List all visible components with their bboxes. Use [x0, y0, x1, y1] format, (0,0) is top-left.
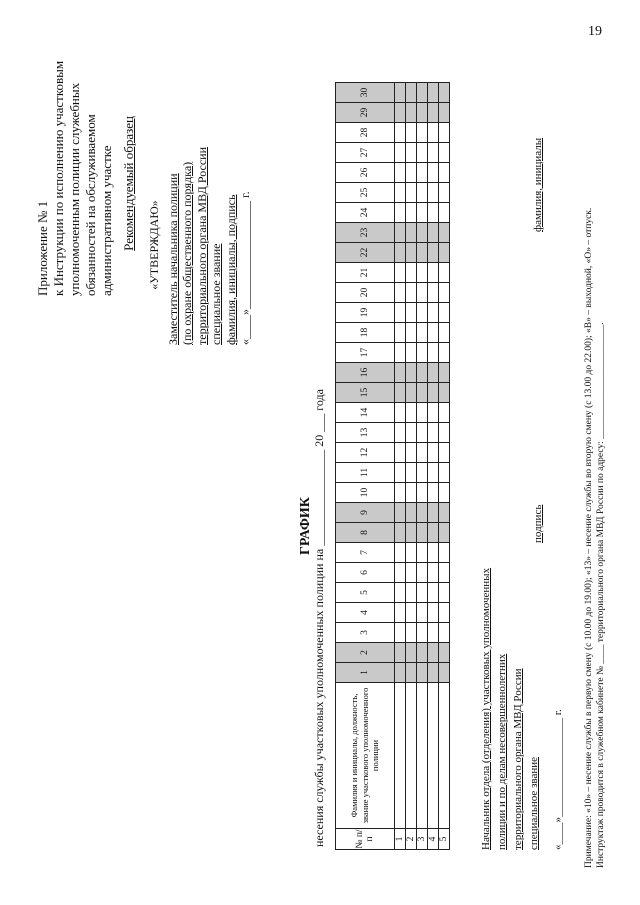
day-cell [395, 503, 406, 523]
day-cell [417, 203, 428, 223]
table-row [428, 83, 439, 850]
recommended-sample-label: Рекомендуемый образец [121, 116, 136, 251]
day-cell [439, 403, 450, 423]
day-cell [395, 463, 406, 483]
row-number: 1 [395, 829, 406, 850]
day-cell [428, 383, 439, 403]
day-cell [395, 263, 406, 283]
day-cell [406, 223, 417, 243]
schedule-table [335, 82, 450, 850]
header-day: 12 [336, 443, 395, 463]
day-cell [406, 403, 417, 423]
day-cell [395, 603, 406, 623]
day-cell [428, 463, 439, 483]
day-cell [428, 643, 439, 663]
day-cell [417, 603, 428, 623]
day-cell [395, 303, 406, 323]
day-cell [428, 363, 439, 383]
day-cell [395, 403, 406, 423]
day-cell [428, 163, 439, 183]
day-cell [395, 623, 406, 643]
day-cell [395, 583, 406, 603]
row-number: 2 [406, 829, 417, 850]
header-day: 27 [336, 143, 395, 163]
day-cell [428, 543, 439, 563]
row-name-cell [428, 683, 439, 829]
day-cell [406, 603, 417, 623]
day-cell [406, 323, 417, 343]
day-cell [395, 663, 406, 683]
day-cell [439, 583, 450, 603]
day-cell [428, 123, 439, 143]
day-cell [428, 403, 439, 423]
day-cell [406, 183, 417, 203]
day-cell [395, 363, 406, 383]
day-cell [395, 643, 406, 663]
day-cell [406, 243, 417, 263]
day-cell [428, 263, 439, 283]
day-cell [428, 223, 439, 243]
day-cell [395, 143, 406, 163]
day-cell [395, 523, 406, 543]
day-cell [439, 523, 450, 543]
day-cell [406, 643, 417, 663]
header-day: 14 [336, 403, 395, 423]
day-cell [417, 383, 428, 403]
header-day: 28 [336, 123, 395, 143]
day-cell [417, 403, 428, 423]
day-cell [395, 123, 406, 143]
day-cell [406, 583, 417, 603]
day-cell [395, 83, 406, 103]
day-cell [406, 283, 417, 303]
day-cell [417, 183, 428, 203]
header-day: 21 [336, 263, 395, 283]
day-cell [406, 103, 417, 123]
header-day: 11 [336, 463, 395, 483]
approve-title: «УТВЕРЖДАЮ» [147, 200, 161, 290]
day-cell [428, 443, 439, 463]
header-day: 3 [336, 623, 395, 643]
footer-line: территориального органа МВД России [512, 668, 524, 850]
day-cell [406, 443, 417, 463]
table-row [406, 83, 417, 850]
appendix-line: Приложение № 1 [35, 200, 50, 296]
day-cell [417, 283, 428, 303]
day-cell [406, 83, 417, 103]
day-cell [406, 163, 417, 183]
day-cell [395, 423, 406, 443]
header-day: 7 [336, 543, 395, 563]
day-cell [406, 463, 417, 483]
day-cell [439, 243, 450, 263]
day-cell [439, 463, 450, 483]
day-cell [395, 483, 406, 503]
day-cell [406, 563, 417, 583]
header-day: 8 [336, 523, 395, 543]
fio-label: фамилия, инициалы [532, 137, 544, 232]
approve-line: специальное звание [209, 243, 223, 345]
table-row [417, 83, 428, 850]
day-cell [406, 303, 417, 323]
header-day: 16 [336, 363, 395, 383]
day-cell [439, 303, 450, 323]
day-cell [428, 523, 439, 543]
row-name-cell [417, 683, 428, 829]
row-name-cell [395, 683, 406, 829]
day-cell [406, 483, 417, 503]
day-cell [395, 103, 406, 123]
header-day: 10 [336, 483, 395, 503]
header-day: 22 [336, 243, 395, 263]
table-body [395, 83, 450, 850]
day-cell [439, 443, 450, 463]
day-cell [417, 483, 428, 503]
day-cell [428, 303, 439, 323]
table-row [395, 83, 406, 850]
day-cell [417, 343, 428, 363]
header-day: 26 [336, 163, 395, 183]
header-name: Фамилия и инициалы, должность, звание участкового уполномоченного полиции [336, 683, 395, 829]
header-day: 19 [336, 303, 395, 323]
header-day: 13 [336, 423, 395, 443]
day-cell [428, 183, 439, 203]
day-cell [406, 263, 417, 283]
approve-line: фамилия, инициалы, подпись [223, 194, 238, 345]
day-cell [439, 663, 450, 683]
note-line: Примечание: «10» – несение службы в первую смену (с 10.00 до 19.00); «13» – несение службы во вторую смену (с 13.00 до 22.00); «В» – выходной, «О» – отпуск. [584, 207, 594, 868]
day-cell [439, 263, 450, 283]
day-cell [439, 83, 450, 103]
day-cell [439, 643, 450, 663]
day-cell [417, 443, 428, 463]
footer-date: «____»__________________ г. [552, 709, 564, 850]
appendix-line: к Инструкции по исполнению участковым [51, 60, 66, 296]
day-cell [428, 623, 439, 643]
row-number: 4 [428, 829, 439, 850]
day-cell [417, 423, 428, 443]
header-day: 15 [336, 383, 395, 403]
approval-block [147, 145, 253, 345]
document-title: ГРАФИК [298, 497, 313, 555]
day-cell [406, 383, 417, 403]
header-day: 5 [336, 583, 395, 603]
header-day: 4 [336, 603, 395, 623]
day-cell [395, 243, 406, 263]
header-day: 24 [336, 203, 395, 223]
day-cell [417, 663, 428, 683]
day-cell [395, 543, 406, 563]
appendix-block [35, 60, 137, 296]
day-cell [439, 623, 450, 643]
header-day: 23 [336, 223, 395, 243]
day-cell [395, 203, 406, 223]
day-cell [406, 663, 417, 683]
appendix-line: обязанностей на обслуживаемом [83, 114, 98, 296]
day-cell [417, 643, 428, 663]
day-cell [417, 103, 428, 123]
header-day: 20 [336, 283, 395, 303]
day-cell [417, 463, 428, 483]
day-cell [417, 123, 428, 143]
day-cell [417, 243, 428, 263]
day-cell [439, 163, 450, 183]
day-cell [428, 343, 439, 363]
header-day: 1 [336, 663, 395, 683]
day-cell [439, 203, 450, 223]
day-cell [406, 363, 417, 383]
note-line: Инструктаж проводится в служебном кабинете № ____ территориального органа МВД России по адресу: ________________________. [596, 322, 606, 868]
approve-line: (по охране общественного порядка) [180, 161, 194, 345]
day-cell [428, 563, 439, 583]
document-subtitle: несения службы участковых уполномоченных полиции на ________________ 20 ___ года [312, 389, 326, 847]
signature-label: подпись [532, 504, 544, 543]
day-cell [439, 183, 450, 203]
header-number: № п/п [336, 829, 395, 850]
day-cell [417, 623, 428, 643]
day-cell [417, 543, 428, 563]
header-day: 30 [336, 83, 395, 103]
day-cell [439, 543, 450, 563]
day-cell [439, 563, 450, 583]
day-cell [417, 523, 428, 543]
day-cell [417, 143, 428, 163]
day-cell [406, 523, 417, 543]
day-cell [395, 563, 406, 583]
day-cell [406, 143, 417, 163]
day-cell [439, 383, 450, 403]
row-name-cell [439, 683, 450, 829]
page-number: 19 [588, 24, 602, 39]
footer-line: специальное звание [528, 757, 540, 850]
day-cell [439, 103, 450, 123]
day-cell [395, 163, 406, 183]
table-header-row [336, 83, 395, 850]
day-cell [417, 263, 428, 283]
day-cell [428, 243, 439, 263]
approve-line: территориального органа МВД России [194, 146, 209, 345]
day-cell [439, 223, 450, 243]
day-cell [428, 583, 439, 603]
day-cell [395, 283, 406, 303]
row-name-cell [406, 683, 417, 829]
day-cell [428, 323, 439, 343]
day-cell [439, 423, 450, 443]
day-cell [439, 123, 450, 143]
approve-line: Заместитель начальника полиции [165, 173, 180, 345]
day-cell [439, 143, 450, 163]
day-cell [395, 443, 406, 463]
header-day: 29 [336, 103, 395, 123]
day-cell [406, 203, 417, 223]
footer-block [478, 568, 566, 850]
day-cell [395, 383, 406, 403]
day-cell [428, 663, 439, 683]
day-cell [428, 283, 439, 303]
day-cell [417, 163, 428, 183]
header-day: 17 [336, 343, 395, 363]
table-row [439, 83, 450, 850]
footer-line: полиции и по делам несовершеннолетних [496, 653, 508, 850]
day-cell [406, 423, 417, 443]
day-cell [428, 103, 439, 123]
day-cell [417, 83, 428, 103]
day-cell [428, 203, 439, 223]
day-cell [439, 483, 450, 503]
appendix-line: административном участке [99, 145, 114, 296]
row-number: 5 [439, 829, 450, 850]
header-day: 9 [336, 503, 395, 523]
day-cell [428, 483, 439, 503]
day-cell [428, 423, 439, 443]
day-cell [439, 603, 450, 623]
day-cell [395, 223, 406, 243]
day-cell [417, 323, 428, 343]
day-cell [417, 503, 428, 523]
day-cell [428, 503, 439, 523]
day-cell [428, 83, 439, 103]
footer-line: Начальник отдела (отделения) участковых уполномоченных [480, 567, 492, 850]
day-cell [417, 303, 428, 323]
day-cell [428, 603, 439, 623]
day-cell [417, 223, 428, 243]
day-cell [439, 503, 450, 523]
appendix-line: уполномоченным полиции служебных [67, 82, 82, 296]
day-cell [406, 123, 417, 143]
day-cell [395, 323, 406, 343]
header-day: 18 [336, 323, 395, 343]
day-cell [428, 143, 439, 163]
day-cell [439, 323, 450, 343]
header-day: 2 [336, 643, 395, 663]
row-number: 3 [417, 829, 428, 850]
day-cell [417, 363, 428, 383]
day-cell [395, 343, 406, 363]
day-cell [406, 343, 417, 363]
day-cell [406, 543, 417, 563]
day-cell [439, 363, 450, 383]
header-day: 6 [336, 563, 395, 583]
day-cell [395, 183, 406, 203]
day-cell [406, 503, 417, 523]
day-cell [417, 583, 428, 603]
approve-date: «____»__________________ г. [238, 191, 252, 345]
day-cell [417, 563, 428, 583]
note-block [583, 208, 607, 868]
day-cell [439, 283, 450, 303]
day-cell [439, 343, 450, 363]
header-day: 25 [336, 183, 395, 203]
day-cell [406, 623, 417, 643]
